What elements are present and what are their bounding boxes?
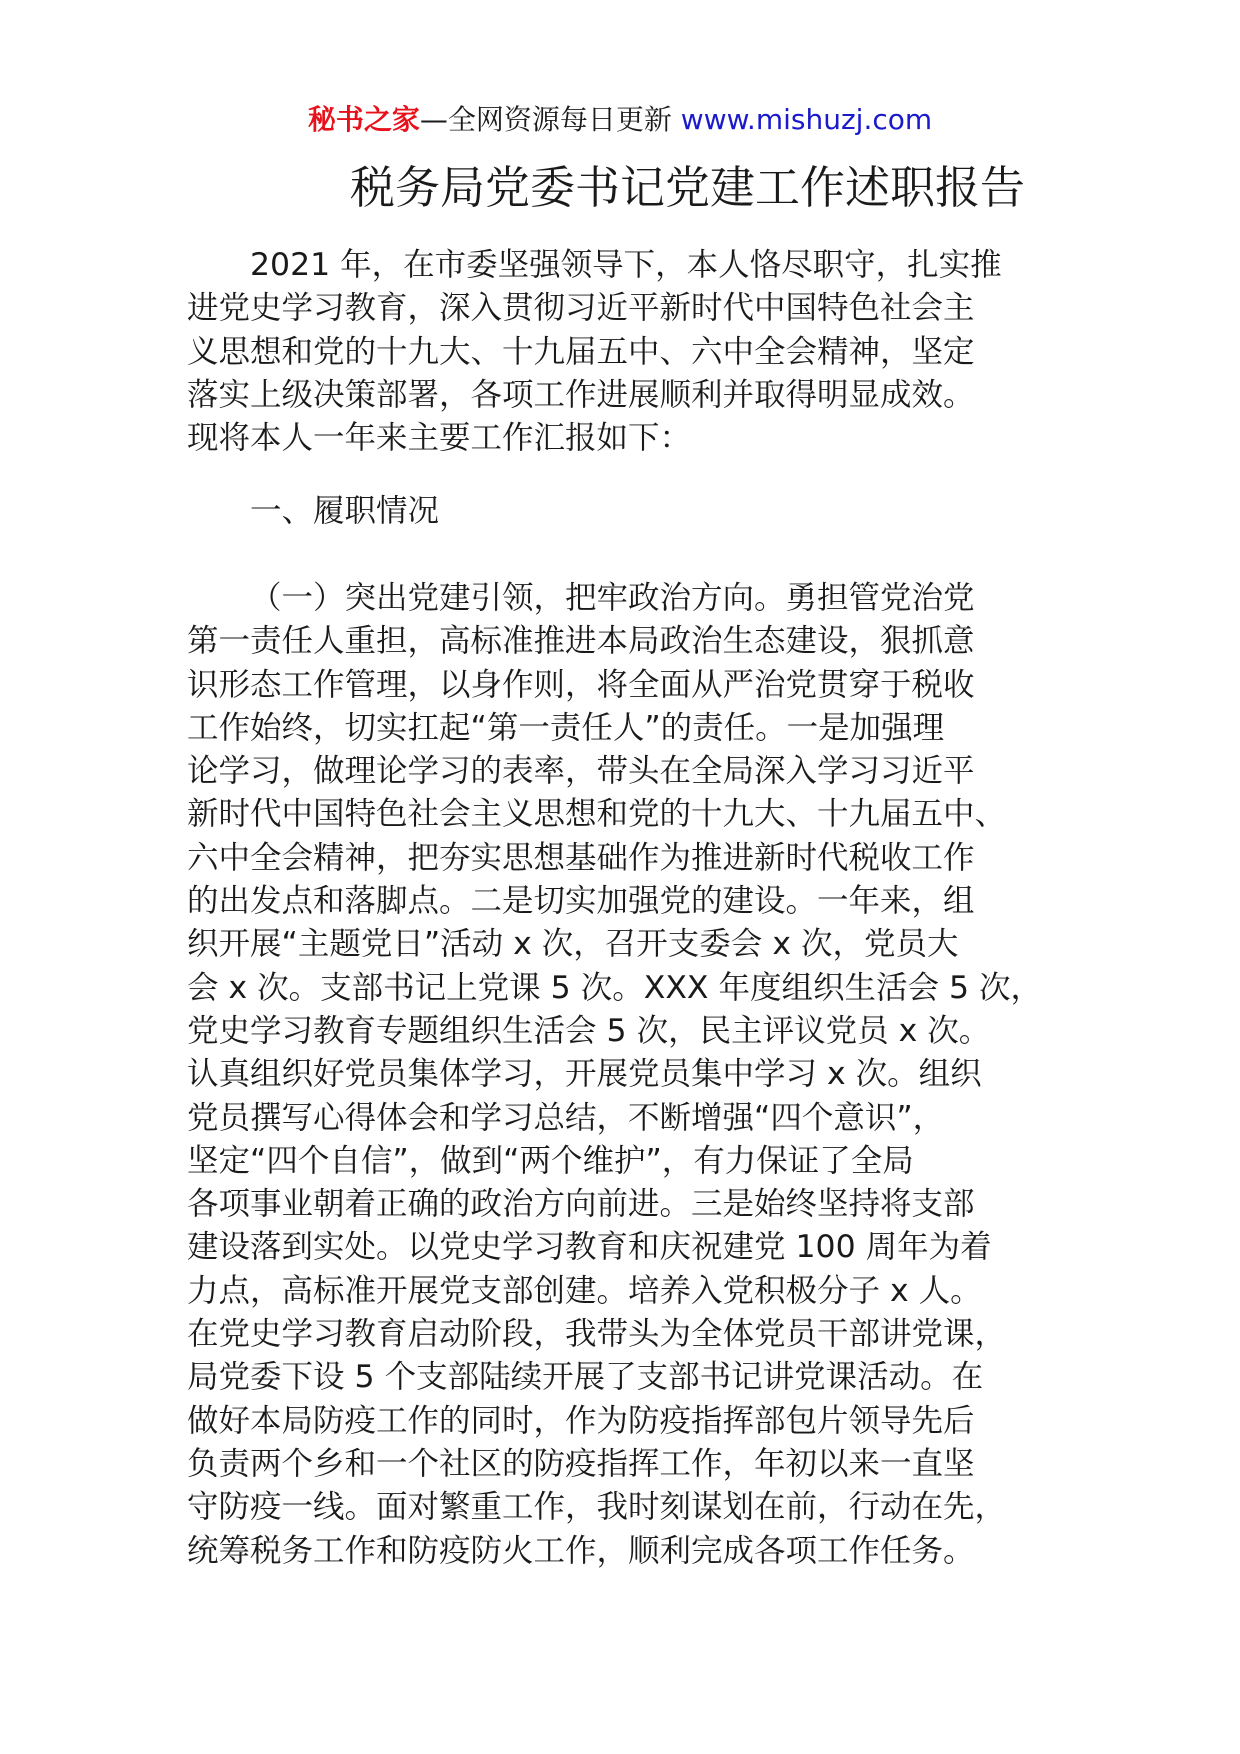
paragraph-line: 织开展“主题党日”活动 x 次，召开支委会 x 次，党员大 bbox=[187, 926, 959, 963]
paragraph-line: 落实上级决策部署，各项工作进展顺利并取得明显成效。 bbox=[187, 376, 975, 413]
section-paragraph bbox=[187, 577, 1067, 1573]
paragraph-line: 会 x 次。支部书记上党课 5 次。XXX 年度组织生活会 5 次， bbox=[187, 969, 1043, 1006]
paragraph-line: 建设落到实处。以党史学习教育和庆祝建党 100 周年为着 bbox=[187, 1229, 992, 1266]
paragraph-line: 工作始终，切实扛起“第一责任人”的责任。一是加强理 bbox=[187, 709, 945, 746]
paragraph-line: 认真组织好党员集体学习，开展党员集中学习 x 次。组织 bbox=[187, 1056, 982, 1093]
section-heading bbox=[187, 490, 1067, 533]
paragraph-line: 党员撰写心得体会和学习总结，不断增强“四个意识”， bbox=[187, 1099, 945, 1136]
paragraph-line: 做好本局防疫工作的同时，作为防疫指挥部包片领导先后 bbox=[187, 1402, 975, 1439]
paragraph-line: 统筹税务工作和防疫防火工作，顺利完成各项工作任务。 bbox=[187, 1532, 975, 1569]
site-url-link[interactable]: www.mishuzj.com bbox=[680, 103, 933, 136]
header-tagline: —全网资源每日更新 bbox=[419, 103, 672, 136]
paragraph-line: 党史学习教育专题组织生活会 5 次，民主评议党员 x 次。 bbox=[187, 1012, 991, 1049]
paragraph-line: 负责两个乡和一个社区的防疫指挥工作，年初以来一直坚 bbox=[187, 1445, 975, 1482]
intro-paragraph bbox=[187, 244, 1067, 460]
paragraph-line: （一）突出党建引领，把牢政治方向。勇担管党治党 bbox=[250, 580, 975, 616]
paragraph-line: 现将本人一年来主要工作汇报如下： bbox=[187, 420, 692, 457]
document-title: 税务局党委书记党建工作述职报告 bbox=[350, 161, 1026, 214]
paragraph-line: 进党史学习教育，深入贯彻习近平新时代中国特色社会主 bbox=[187, 290, 975, 327]
paragraph-line: 第一责任人重担，高标准推进本局政治生态建设，狠抓意 bbox=[187, 623, 975, 660]
paragraph-line: 守防疫一线。面对繁重工作，我时刻谋划在前，行动在先， bbox=[187, 1489, 1007, 1526]
paragraph-line: 论学习，做理论学习的表率，带头在全局深入学习习近平 bbox=[187, 753, 975, 790]
paragraph-line: 的出发点和落脚点。二是切实加强党的建设。一年来，组 bbox=[187, 883, 975, 920]
paragraph-line: 六中全会精神，把夯实思想基础作为推进新时代税收工作 bbox=[187, 839, 975, 876]
site-header bbox=[0, 100, 1240, 140]
paragraph-line: 力点，高标准开展党支部创建。培养入党积极分子 x 人。 bbox=[187, 1272, 982, 1309]
paragraph-line: 2021 年，在市委坚强领导下，本人恪尽职守，扎实推 bbox=[250, 247, 1002, 283]
paragraph-line: 局党委下设 5 个支部陆续开展了支部书记讲党课活动。在 bbox=[187, 1359, 984, 1396]
paragraph-line: 各项事业朝着正确的政治方向前进。三是始终坚持将支部 bbox=[187, 1186, 975, 1223]
paragraph-line: 新时代中国特色社会主义思想和党的十九大、十九届五中、 bbox=[187, 796, 1007, 833]
paragraph-line: 义思想和党的十九大、十九届五中、六中全会精神，坚定 bbox=[187, 333, 975, 370]
paragraph-line: 坚定“四个自信”，做到“两个维护”，有力保证了全局 bbox=[187, 1142, 914, 1179]
paragraph-line: 在党史学习教育启动阶段，我带头为全体党员干部讲党课， bbox=[187, 1316, 1007, 1353]
brand-name: 秘书之家 bbox=[307, 103, 420, 136]
paragraph-line: 识形态工作管理，以身作则，将全面从严治党贯穿于税收 bbox=[187, 666, 975, 703]
section-heading-text: 一、履职情况 bbox=[250, 493, 440, 529]
